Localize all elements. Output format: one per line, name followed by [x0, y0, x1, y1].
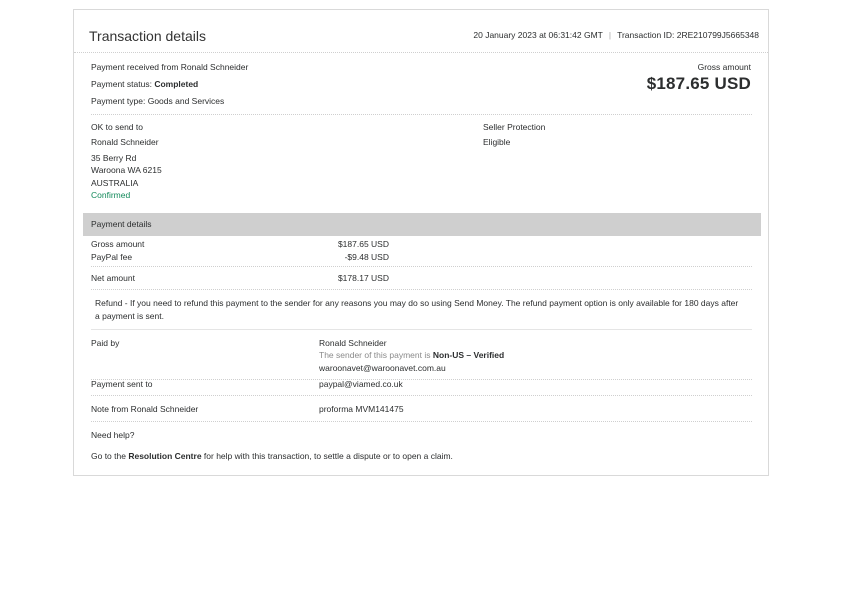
divider: [91, 266, 752, 267]
help-text: [91, 450, 453, 462]
payment-type-value: Goods and Services: [147, 96, 225, 106]
received-from: Payment received from Ronald Schneider: [91, 62, 249, 72]
paid-by-status-value: Non-US – Verified: [432, 350, 505, 360]
payment-status-label: Payment status:: [91, 79, 152, 89]
header: [74, 10, 768, 53]
paid-by-email: waroonavet@waroonavet.com.au: [319, 363, 446, 373]
paid-by-status: [319, 349, 504, 361]
note-value: proforma MVM141475: [319, 404, 404, 414]
payment-status-value: Completed: [154, 79, 199, 89]
divider: [91, 395, 752, 396]
pd-fee-label: PayPal fee: [91, 252, 133, 262]
pd-net-label: Net amount: [91, 273, 135, 283]
ok-to-send-label: OK to send to: [91, 122, 143, 132]
help-suffix: for help with this transaction, to settle a dispute or to open a claim.: [203, 451, 453, 461]
transaction-id: Transaction ID: 2RE210799J5665348: [617, 30, 759, 40]
divider: [91, 379, 752, 380]
shipping-name: Ronald Schneider: [91, 137, 159, 147]
payment-status: [91, 78, 198, 90]
divider: [91, 421, 752, 422]
payment-details-heading: Payment details: [91, 219, 152, 229]
sent-to-email: paypal@viamed.co.uk: [319, 379, 403, 389]
note-label: Note from Ronald Schneider: [91, 404, 199, 414]
transaction-meta: [473, 30, 759, 40]
refund-notice: Refund - If you need to refund this payment to the sender for any reasons you may do so using Send Money. The refund payment option is only available for 180 days after a payment is sent.: [95, 298, 739, 321]
sent-to-label: Payment sent to: [91, 379, 153, 389]
gross-amount-value: $187.65 USD: [646, 74, 751, 93]
transaction-datetime: 20 January 2023 at 06:31:42 GMT: [473, 30, 603, 40]
help-prefix: Go to the: [91, 451, 126, 461]
payment-type: [91, 95, 224, 107]
address-confirmed-badge: Confirmed: [91, 190, 131, 200]
paid-by-name: Ronald Schneider: [319, 338, 387, 348]
gross-amount-label: Gross amount: [697, 62, 751, 72]
payment-type-label: Payment type:: [91, 96, 146, 106]
divider: [91, 114, 752, 115]
transaction-details-card: [73, 9, 769, 476]
address-line-2: Waroona WA 6215: [91, 165, 162, 175]
pd-net-value: $178.17 USD: [337, 273, 389, 283]
address-line-1: 35 Berry Rd: [91, 153, 137, 163]
payment-details-header: [83, 213, 761, 236]
divider: [91, 329, 752, 330]
paid-by-status-prefix: The sender of this payment is: [319, 350, 431, 360]
address-line-3: AUSTRALIA: [91, 178, 139, 188]
meta-separator: |: [608, 30, 612, 40]
divider: [91, 289, 752, 290]
pd-gross-label: Gross amount: [91, 239, 145, 249]
page-title: Transaction details: [89, 28, 206, 44]
pd-fee-value: -$9.48 USD: [344, 252, 389, 262]
need-help-heading: Need help?: [91, 430, 135, 440]
resolution-centre-link[interactable]: Resolution Centre: [128, 451, 202, 461]
seller-protection-value: Eligible: [483, 137, 511, 147]
seller-protection-label: Seller Protection: [483, 122, 546, 132]
pd-gross-value: $187.65 USD: [337, 239, 389, 249]
paid-by-label: Paid by: [91, 338, 120, 348]
